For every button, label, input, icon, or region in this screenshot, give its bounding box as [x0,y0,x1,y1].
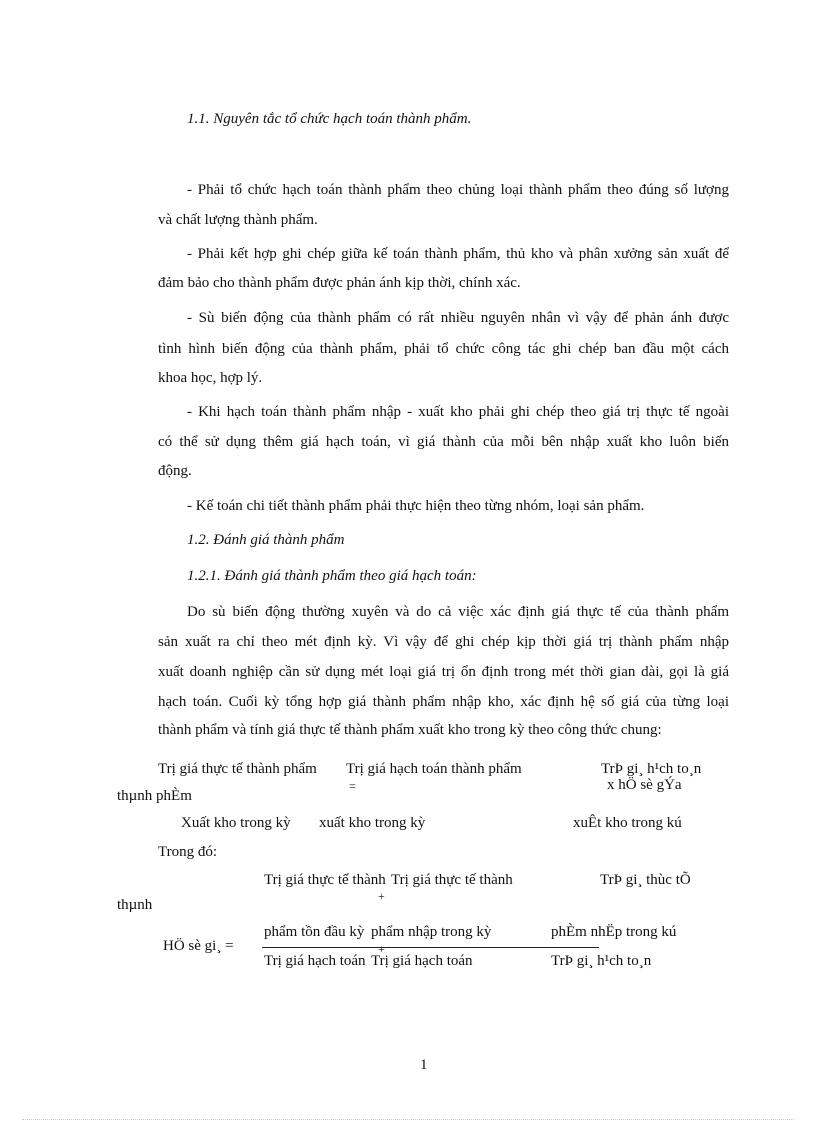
formula2-num-bot-left: phẩm tồn đầu kỳ [264,924,365,940]
para-1-line-1: - Phải tổ chức hạch toán thành phẩm theo chủng loại thành phẩm theo đúng số lượng [187,182,729,198]
heading-1-1: 1.1. Nguyên tắc tổ chức hạch toán thành phẩm. [187,111,472,127]
formula2-garble-num-bot: phÈm nhËp trong kú [551,924,677,940]
formula1-garble-bottom: xuÊt kho trong kú [573,815,682,831]
para-4-line-2: có thể sử dụng thêm giá hạch toán, vì giá thành của mỗi bên nhập xuất kho luôn biến [158,434,729,450]
para-3-line-2: tình hình biến động của thành phẩm, phải tổ chức công tác ghi chép ban đầu một cách [158,341,729,357]
formula1-rhs-top: Trị giá hạch toán thành phẩm [346,761,522,777]
formula2-den-left: Trị giá hạch toán [264,953,366,969]
para-1-line-2: và chất lượng thành phẩm. [158,212,318,228]
page-number: 1 [420,1057,428,1073]
para-2-line-1: - Phải kết hợp ghi chép giữa kế toán thành phẩm, thủ kho và phân xưởng sản xuất để [187,246,729,262]
formula2-plus: + [378,889,385,903]
para-4-line-3: động. [158,463,192,479]
formula1-equals: = [349,779,356,793]
main-para-line-3: xuất doanh nghiệp cần sử dụng mét loại giá trị ổn định trong mét thời gian dài, gọi là giá [158,664,729,680]
formula2-lhs: HÖ sè gi¸ = [163,938,234,954]
formula2-den-plus: + [378,942,385,956]
main-para-line-2: sản xuất ra chỉ theo mét định kỳ. Vì vậy để ghi chép kịp thời giá trị thành phẩm nhập [158,634,729,650]
formula2-garble-num-top: TrÞ gi¸ thùc tÕ [600,872,691,888]
main-para-line-4: hạch toán. Cuối kỳ tổng hợp giá thành phẩm nhập kho, xác định hệ số giá của từng loại [158,694,729,710]
formula1-garble-top: TrÞ gi¸ h¹ch to¸n [601,761,702,777]
formula2-garble-den: TrÞ gi¸ h¹ch to¸n [551,953,652,969]
para-2-line-2: đảm bảo cho thành phẩm được phản ánh kịp thời, chính xác. [158,275,521,291]
para-3-line-1: - Sù biến động của thành phẩm có rất nhiều nguyên nhân vì vậy để phản ánh được [187,310,729,326]
formula1-lhs-bottom: Xuất kho trong kỳ [181,815,291,831]
formula2-num-top-left: Trị giá thực tế thành [264,872,386,888]
trong-do-label: Trong đó: [158,844,218,860]
formula2-garble-left: thµnh [117,897,153,913]
formula2-num-bot-right: phẩm nhập trong kỳ [371,924,492,940]
formula2-den-right: Trị giá hạch toán [371,953,473,969]
main-para-line-5: thành phẩm và tính giá thực tế thành phẩm xuất kho trong kỳ theo công thức chung: [158,722,662,738]
fraction-bar [262,947,599,948]
para-4-line-1: - Khi hạch toán thành phẩm nhập - xuất kho phải ghi chép theo giá trị thực tế ngoài [187,404,729,420]
main-para-line-1: Do sù biến động thường xuyên và do cả việc xác định giá thực tế của thành phẩm [187,604,729,620]
heading-1-2-1: 1.2.1. Đánh giá thành phẩm theo giá hạch toán: [187,568,477,584]
para-5-line-1: - Kế toán chi tiết thành phẩm phải thực hiện theo từng nhóm, loại sản phẩm. [187,498,645,514]
formula1-garble-left: thµnh phÈm [117,788,192,804]
formula2-num-top-right: Trị giá thực tế thành [391,872,513,888]
heading-1-2: 1.2. Đánh giá thành phẩm [187,532,345,548]
formula1-garble-mid: x hÖ sè gÝa [607,777,682,793]
formula1-rhs-bottom: xuất kho trong kỳ [319,815,426,831]
formula1-lhs-top: Trị giá thực tế thành phẩm [158,761,317,777]
para-3-line-3: khoa học, hợp lý. [158,370,263,386]
page-bottom-border [22,1119,794,1120]
